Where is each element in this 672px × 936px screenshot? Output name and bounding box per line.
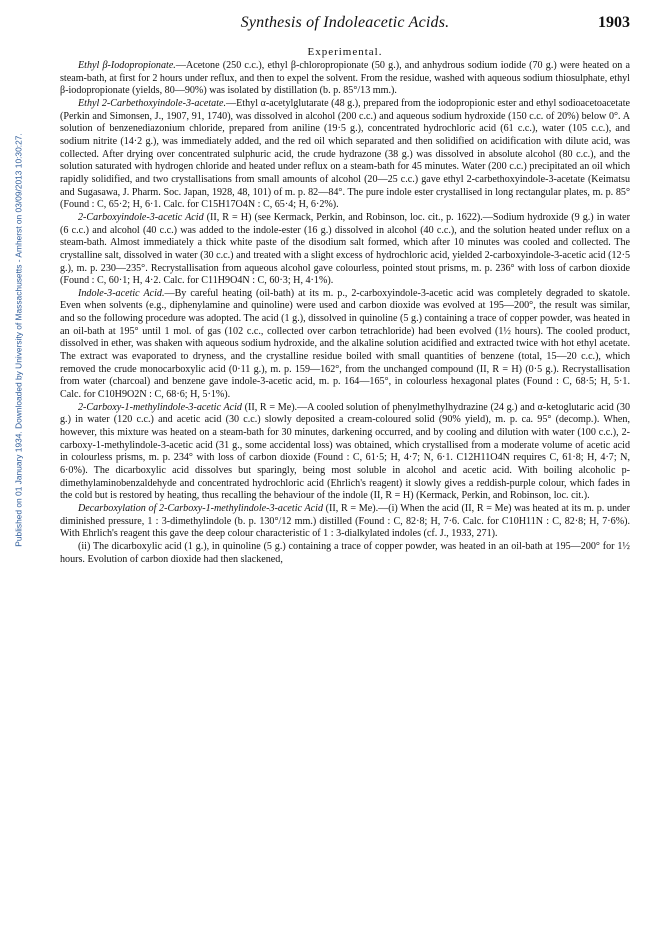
paragraph [60,60,630,98]
section-heading: Experimental. [307,46,383,58]
paragraph-text: (II, R = Me).—(i) When the acid (II, R = Me) was heated at its m. p. under diminished pressure, 1 : 3-dimethylindole (b. p. 130°/12 mm.) distilled (Found : C, 82·8; H, 7·6. Calc. for C10H11N : C, 82·8; H, 7·6%). With Ehrlich's reagent this gave the deep colour characteristic of 1 : 3-dialkylated indoles (cf. J., 1933, 271). [60,502,630,540]
paragraph-heading: Ethyl β-Iodopropionate. [78,60,176,71]
paragraph-heading: 2-Carboxyindole-3-acetic Acid [78,211,204,223]
paragraph [60,98,630,212]
download-watermark-text: Published on 01 January 1934. Downloaded by University of Massachusetts - Amherst on 03/09/2013 10:30:27. [14,133,25,547]
paragraph-heading: Decarboxylation of 2-Carboxy-1-methylindole-3-acetic Acid [78,502,323,514]
paragraph [60,402,630,503]
paragraph-text: —Acetone (250 c.c.), ethyl β-chloropropionate (50 g.), and anhydrous sodium iodide (70 g.) were heated on a steam-bath, at first for 2 hours under reflux, and then to expel the solvent. From the residue, washed with aqueous sodium thiosulphate, ethyl β-iodopropionate (yields, 80—90%) was isolated by distillation (b. p. 85°/13 mm.). [60,60,630,97]
paragraph-heading: Indole-3-acetic Acid. [78,287,165,299]
paragraph [60,212,630,288]
paragraph [60,503,630,541]
paragraph [60,288,630,402]
running-title: Synthesis of Indoleacetic Acids. [240,14,450,31]
paragraph-text: (II, R = Me).—A cooled solution of phenylmethylhydrazine (24 g.) and α-ketoglutaric acid (30 g.) in water (120 c.c.) and acetic acid (30 c.c.) slowly deposited a cream-coloured solid (90% yield), m. p. ca. 95° (decomp.). When, however, this mixture was heated on a steam-bath for 30 minutes, darkening occurred, and by cooling and dilution with water (100 c.c.), 2-carboxy-1-methylindole-3-acetic acid (31 g., some accidental loss) was obtained, which crystallised from a moderate volume of acetic acid in colourless prisms, m. p. 234° with loss of carbon dioxide (Found : C, 61·5; H, 4·7; N, 6·1. C12H11O4N requires C, 61·8; H, 4·7; N, 6·0%). The dicarboxylic acid dissolves but sparingly, being most soluble in alcohol and acetic acid. With boiling alcoholic p-dimethylaminobenzaldehyde and concentrated hydrochloric acid (Ehrlich's reagent) it slowly gives a reddish-purple colour, which fades in the cold but is restored by heating, thus recalling the behaviour of the indole (II, R = H) (Kermack, Perkin, and Robinson, loc. cit.). [60,401,630,502]
download-watermark [12,60,26,620]
paragraph-text: —Ethyl α-acetylglutarate (48 g.), prepared from the iodopropionic ester and ethyl sodioacetoacetate (Perkin and Simonsen, J., 1907, 91, 1740), was dissolved in alcohol (200 c.c.) and aqueous sodium hydroxide (150 c.c. of 20%) below 0°. A solution of benzenediazonium chloride, prepared from aniline (19·5 g.), concentrated hydrochloric acid (61 c.c.), water (105 c.c.), and sodium nitrite (14·2 g.), was immediately added, and the red oil which separated and then solidified on acidification with dilute acid, was collected. After drying over concentrated sulphuric acid, the crude hydrazone (38 g.) was dissolved in absolute alcohol (80 c.c.), and the solution saturated with hydrogen chloride and heated under reflux on a steam-bath for 45 minutes. Water (200 c.c.) precipitated an oil which rapidly solidified, and two crystallisations from small amounts of alcohol (20—25 c.c.) gave ethyl 2-carbethoxyindole-3-acetate (Keimatsu and Sugasawa, J. Pharm. Soc. Japan, 1928, 48, 101) of m. p. 82—84°. The pure indole ester crystallised in long rectangular plates, m. p. 85° (Found : C, 65·2; H, 6·1. Calc. for C15H17O4N : C, 65·4; H, 6·2%). [60,97,630,211]
running-header [60,14,630,36]
paragraph-heading: 2-Carboxy-1-methylindole-3-acetic Acid [78,401,242,413]
paragraph-text: (II, R = H) (see Kermack, Perkin, and Robinson, loc. cit., p. 1622).—Sodium hydroxide (9 g.) in water (6 c.c.) and alcohol (40 c.c.) was added to the indole-ester (16 g.) dissolved in alcohol (40 c.c.), and the solution heated under reflux on a steam-bath. Almost immediately a thick white paste of the disodium salt formed, which after 10 minutes was cooled and collected. The crystalline salt, dissolved in water (30 c.c.) and treated with a slight excess of hydrochloric acid, yielded 2-carboxyindole-3-acetic acid (12·5 g.), m. p. 230—235°. Recrystallisation from aqueous alcohol gave colourless, pointed stout prisms, m. p. 236° with loss of carbon dioxide (Found : C, 60·1; H, 4·2. Calc. for C11H9O4N : C, 60·3; H, 4·1%). [60,211,630,287]
paragraph [60,541,630,566]
page-number: 1903 [598,14,630,31]
article-body [60,60,630,928]
paragraph-text: —By careful heating (oil-bath) at its m. p., 2-carboxyindole-3-acetic acid was completely degraded to skatole. Even when solvents (e.g., diphenylamine and quinoline) were used and carbon dioxide was evolved at 195—200°, the result was similar, and so the following procedure was adopted. The acid (1 g.), dissolved in quinoline (5 g.) containing a trace of copper powder, was heated in an oil-bath at 195° until 1 mol. of gas (102 c.c., collected over carbon tetrachloride) had been evolved (1½ hours). The cooled product, dissolved in ether, was shaken with aqueous sodium hydroxide, and the alkaline solution acidified and extracted twice with hot ethyl acetate. The extract was evaporated to dryness, and the crystalline residue boiled with small quantities of benzene (total, 15—20 c.c.), which removed the crude monocarboxylic acid (0·11 g.), m. p. 159—162°, from the unchanged compound (II, R = H) (0·5 g.). Recrystallisation from water (charcoal) and benzene gave indole-3-acetic acid, m. p. 164—165°, in colourless hexagonal plates (Found : C, 68·5; H, 5·1. Calc. for C10H9O2N : C, 68·6; H, 5·1%). [60,287,630,401]
paragraph-heading: Ethyl 2-Carbethoxyindole-3-acetate. [78,97,227,109]
paragraph-text: (ii) The dicarboxylic acid (1 g.), in quinoline (5 g.) containing a trace of copper powder, was heated in an oil-bath at 195—200° for 1½ hours. Evolution of carbon dioxide had then slackened, [60,540,630,565]
